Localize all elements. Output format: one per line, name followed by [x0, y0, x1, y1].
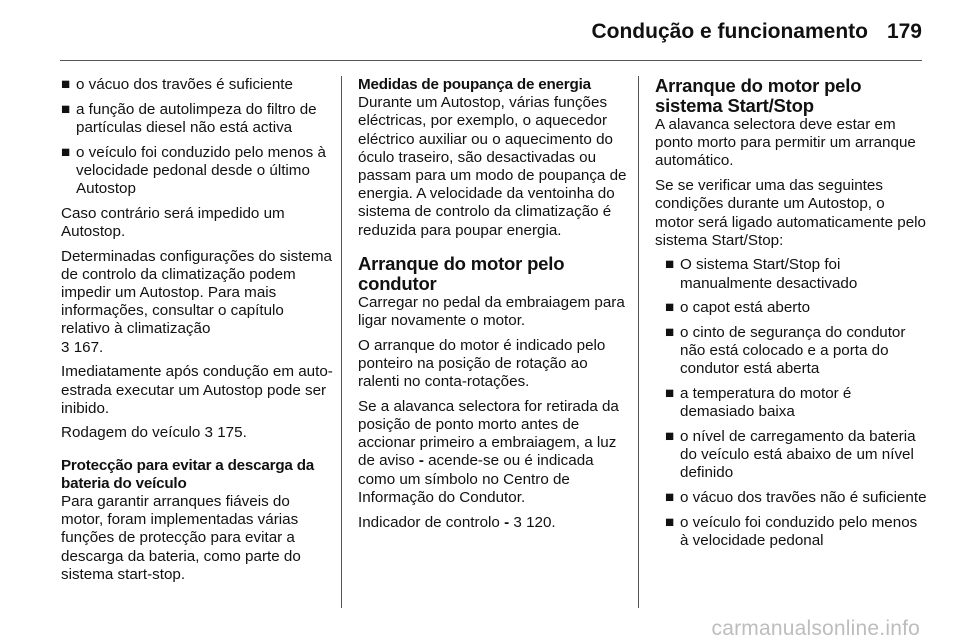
page-number: 179	[886, 20, 922, 43]
list-item: ■ o capot está aberto	[665, 299, 811, 317]
square-bullet-icon: ■	[665, 428, 675, 446]
square-bullet-icon: ■	[61, 76, 71, 93]
page-footer	[0, 615, 960, 642]
watermark: carmanualsonline.info	[711, 617, 920, 640]
page-ref-arrow-icon: 3	[513, 513, 522, 531]
square-bullet-icon: ■	[665, 299, 675, 317]
bullet-list-1	[61, 76, 333, 198]
square-bullet-icon: ■	[665, 385, 675, 403]
square-bullet-icon: ■	[61, 143, 71, 161]
page-ref-link[interactable]: 167.	[73, 338, 104, 356]
subheading: Medidas de poupança de energia	[358, 76, 591, 93]
paragraph: Se a alavanca selectora for retirada da posição de ponto morto antes de accionar primeiro a embraiagem, a luz de aviso - acende-se ou é indicada como um símbolo no Centro de Informação do Condutor.	[358, 397, 619, 506]
paragraph: Rodagem do veículo 3 175.	[61, 424, 247, 442]
column-3	[655, 76, 927, 557]
square-bullet-icon: ■	[665, 489, 675, 507]
paragraph: Para garantir arranques fiáveis do motor, foram implementadas várias funções de protecção para evitar a descarga da bateria, como parte do sistema start-stop.	[61, 493, 301, 583]
page-ref-link[interactable]: 175.	[217, 424, 247, 442]
paragraph: Caso contrário será impedido um Autostop.	[61, 204, 285, 240]
section-heading: Arranque do motor pelo condutor	[358, 252, 565, 294]
bullet-list-2	[655, 256, 927, 550]
section-heading: Arranque do motor pelo sistema Start/Stop	[655, 75, 862, 116]
clutch-warning-icon: -	[504, 513, 510, 531]
list-item: ■ o veículo foi conduzido pelo menos à velocidade pedonal	[665, 513, 918, 550]
list-item: ■ a função de autolimpeza do filtro de partículas diesel não está activa	[61, 100, 317, 136]
page-header	[0, 0, 960, 58]
paragraph: Imediatamente após condução em auto-estrada executar um Autostop pode ser inibido.	[61, 363, 333, 417]
header-rule	[60, 60, 922, 61]
column-1	[61, 76, 333, 591]
column-divider-2	[638, 76, 639, 608]
list-item: ■ o cinto de segurança do condutor não está colocado e a porta do condutor está aberta	[665, 324, 906, 378]
square-bullet-icon: ■	[665, 513, 675, 531]
paragraph: O arranque do motor é indicado pelo ponteiro na posição de rotação ao ralenti no conta-rotações.	[358, 336, 606, 391]
paragraph: Determinadas configurações do sistema de controlo da climatização podem impedir um Autostop. Para mais informações, consultar o capítulo relativo à climatização 3 167.	[61, 247, 332, 356]
list-item: ■ o veículo foi conduzido pelo menos à velocidade pedonal desde o último Autostop	[61, 143, 326, 198]
square-bullet-icon: ■	[61, 100, 71, 118]
column-divider-1	[341, 76, 342, 608]
section-title: Condução e funcionamento	[591, 20, 868, 43]
paragraph: Durante um Autostop, várias funções eléctricas, por exemplo, o aquecedor eléctrico auxiliar ou o aquecimento do óculo traseiro, são desactivadas ou passam para um modo de poupança de energia. A velocidade da ventoinha do sistema de controlo da climatização é reduzida para poupar energia.	[358, 94, 627, 239]
paragraph: Se se verificar uma das seguintes condições durante um Autostop, o motor será ligado automaticamente pelo sistema Start/Stop:	[655, 177, 926, 249]
page-ref-arrow-icon: 3	[61, 338, 70, 356]
paragraph: A alavanca selectora deve estar em ponto morto para permitir um arranque automático.	[655, 116, 916, 170]
clutch-warning-icon: -	[418, 452, 424, 470]
list-item: ■ O sistema Start/Stop foi manualmente desactivado	[665, 256, 858, 292]
page-ref-arrow-icon: 3	[204, 424, 213, 442]
paragraph: Indicador de controlo - 3 120.	[358, 513, 556, 531]
list-item: ■ o vácuo dos travões é suficiente	[61, 76, 293, 93]
square-bullet-icon: ■	[665, 256, 675, 274]
list-item: ■ o nível de carregamento da bateria do veículo está abaixo de um nível definido	[665, 428, 916, 482]
paragraph: Carregar no pedal da embraiagem para ligar novamente o motor.	[358, 293, 625, 330]
list-item: ■ o vácuo dos travões não é suficiente	[665, 489, 927, 507]
column-2	[358, 76, 630, 538]
subheading: Protecção para evitar a descarga da bateria do veículo	[61, 456, 315, 492]
list-item: ■ a temperatura do motor é demasiado baixa	[665, 385, 852, 421]
page-ref-link[interactable]: 120.	[526, 513, 556, 531]
square-bullet-icon: ■	[665, 324, 675, 342]
